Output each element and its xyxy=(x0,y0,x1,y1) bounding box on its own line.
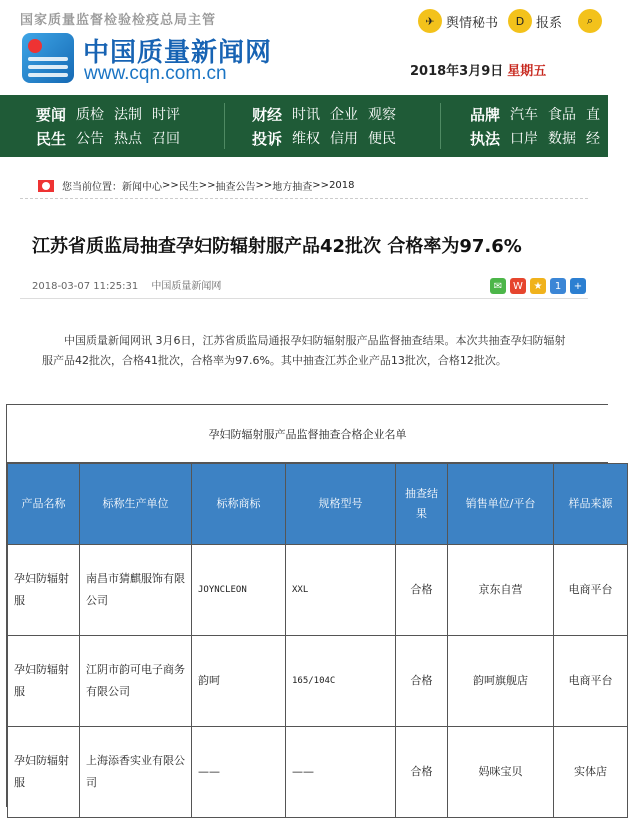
article-title: 江苏省质监局抽查孕妇防辐射服产品42批次 合格率为97.6% xyxy=(32,236,522,257)
breadcrumb-sep: >> xyxy=(312,180,330,191)
nav-lead-link[interactable]: 投诉 xyxy=(252,129,283,148)
d-icon: D xyxy=(508,9,532,33)
nav-group-1 xyxy=(36,102,190,150)
table-header-cell: 销售单位/平台 xyxy=(448,464,554,545)
breadcrumb-link[interactable]: 新闻中心 xyxy=(122,182,162,193)
results-table-wrapper xyxy=(6,404,613,807)
share-bar xyxy=(490,278,586,294)
table-header-row xyxy=(8,464,628,545)
breadcrumb-sep: >> xyxy=(162,180,179,191)
table-cell: 合格 xyxy=(396,545,448,636)
table-cell: 电商平台 xyxy=(554,545,628,636)
meta-divider xyxy=(20,298,588,299)
renren-icon[interactable]: 1 xyxy=(550,278,566,294)
nav-group-3 xyxy=(470,102,610,150)
table-cell: 韵呵旗舰店 xyxy=(448,636,554,727)
table-header-cell: 规格型号 xyxy=(286,464,396,545)
quick-links xyxy=(418,8,608,34)
weibo-icon[interactable]: W xyxy=(510,278,526,294)
nav-link[interactable]: 热点 xyxy=(114,131,143,147)
table-cell: 实体店 xyxy=(554,727,628,818)
table-row xyxy=(8,727,628,818)
nav-link[interactable]: 口岸 xyxy=(510,131,539,147)
article-source: 中国质量新闻网 xyxy=(151,281,222,292)
nav-link[interactable]: 直 xyxy=(586,107,601,123)
nav-link[interactable]: 企业 xyxy=(330,107,359,123)
breadcrumb-sep: >> xyxy=(198,180,216,191)
magnifier-icon: ⌕ xyxy=(578,9,602,33)
nav-link[interactable]: 公告 xyxy=(76,131,105,147)
table-cell: 165/104C xyxy=(286,636,396,727)
current-date: 2018年3月9日 xyxy=(410,64,504,79)
table-cell: 合格 xyxy=(396,636,448,727)
table-cell: JOYNCLEON xyxy=(192,545,286,636)
nav-divider xyxy=(440,103,441,149)
site-header xyxy=(0,0,608,95)
breadcrumb-prefix: 您当前位置： xyxy=(62,182,122,193)
breadcrumb xyxy=(20,173,588,199)
nav-lead-link[interactable]: 财经 xyxy=(252,105,283,124)
quick-link-newspaper[interactable] xyxy=(508,8,562,34)
nav-link[interactable]: 时评 xyxy=(152,107,181,123)
bird-icon: ✈ xyxy=(418,9,442,33)
article-body: 中国质量新闻网讯 3月6日，江苏省质监局通报孕妇防辐射服产品监督抽查结果。本次共抽查孕妇防辐射服产品42批次，合格41批次，合格率为97.6%。其中抽查江苏企业产品13批次，合格12批次。 xyxy=(42,334,566,367)
nav-link[interactable]: 信用 xyxy=(330,131,359,147)
nav-link[interactable]: 食品 xyxy=(548,107,577,123)
article-meta xyxy=(32,277,221,292)
nav-link[interactable]: 汽车 xyxy=(510,107,539,123)
table-cell: 孕妇防辐射服 xyxy=(8,636,80,727)
results-table xyxy=(7,463,628,818)
nav-link[interactable]: 质检 xyxy=(76,107,105,123)
table-cell: 合格 xyxy=(396,727,448,818)
table-header-cell: 产品名称 xyxy=(8,464,80,545)
table-cell: XXL xyxy=(286,545,396,636)
table-cell: 孕妇防辐射服 xyxy=(8,727,80,818)
breadcrumb-link[interactable]: 抽查公告 xyxy=(215,182,256,193)
table-cell: 京东自营 xyxy=(448,545,554,636)
quick-link-search[interactable] xyxy=(578,8,606,34)
breadcrumb-link[interactable]: 民生 xyxy=(178,182,199,193)
more-share-icon[interactable]: + xyxy=(570,278,586,294)
date-line xyxy=(410,60,546,79)
table-cell: 南昌市猜麒服饰有限公司 xyxy=(80,545,192,636)
nav-link[interactable]: 法制 xyxy=(114,107,143,123)
nav-lead-link[interactable]: 品牌 xyxy=(470,105,501,124)
nav-link[interactable]: 时讯 xyxy=(292,107,321,123)
site-name[interactable]: 中国质量新闻网 xyxy=(83,38,273,68)
nav-link[interactable]: 维权 xyxy=(292,131,321,147)
nav-link[interactable]: 经 xyxy=(586,131,601,147)
table-header-cell: 标称生产单位 xyxy=(80,464,192,545)
supervisor-text: 国家质量监督检验检疫总局主管 xyxy=(20,13,217,28)
nav-lead-link[interactable]: 民生 xyxy=(36,129,67,148)
table-row xyxy=(8,636,628,727)
table-cell: 妈咪宝贝 xyxy=(448,727,554,818)
nav-lead-link[interactable]: 执法 xyxy=(470,129,501,148)
table-caption: 孕妇防辐射服产品监督抽查合格企业名单 xyxy=(7,405,608,463)
nav-link[interactable]: 召回 xyxy=(152,131,181,147)
quick-link-label: 舆情秘书 xyxy=(446,15,499,31)
table-cell: 电商平台 xyxy=(554,636,628,727)
current-weekday: 星期五 xyxy=(507,64,547,79)
table-cell: 江阴市韵可电子商务有限公司 xyxy=(80,636,192,727)
main-nav xyxy=(0,95,608,157)
table-cell: 韵呵 xyxy=(192,636,286,727)
location-flag-icon xyxy=(38,180,54,192)
table-cell: —— xyxy=(286,727,396,818)
site-logo-icon[interactable] xyxy=(22,33,74,83)
nav-divider xyxy=(224,103,225,149)
nav-lead-link[interactable]: 要闻 xyxy=(36,105,67,124)
nav-link[interactable]: 数据 xyxy=(548,131,577,147)
site-url[interactable]: www.cqn.com.cn xyxy=(84,63,227,84)
quick-link-opinion[interactable] xyxy=(418,8,498,34)
table-row xyxy=(8,545,628,636)
breadcrumb-sep: >> xyxy=(255,180,273,191)
table-cell: —— xyxy=(192,727,286,818)
breadcrumb-link[interactable]: 2018 xyxy=(329,180,355,191)
wechat-icon[interactable]: ✉ xyxy=(490,278,506,294)
table-header-cell: 样品来源 xyxy=(554,464,628,545)
table-cell: 上海添香实业有限公司 xyxy=(80,727,192,818)
qzone-icon[interactable]: ★ xyxy=(530,278,546,294)
table-cell: 孕妇防辐射服 xyxy=(8,545,80,636)
table-header-cell: 标称商标 xyxy=(192,464,286,545)
article-datetime: 2018-03-07 11:25:31 xyxy=(32,281,139,292)
nav-group-2 xyxy=(252,102,406,150)
nav-link[interactable]: 便民 xyxy=(368,131,397,147)
quick-link-label: 报系 xyxy=(536,15,563,31)
breadcrumb-link[interactable]: 地方抽查 xyxy=(272,182,313,193)
table-header-cell: 抽查结果 xyxy=(396,464,448,545)
nav-link[interactable]: 观察 xyxy=(368,107,397,123)
